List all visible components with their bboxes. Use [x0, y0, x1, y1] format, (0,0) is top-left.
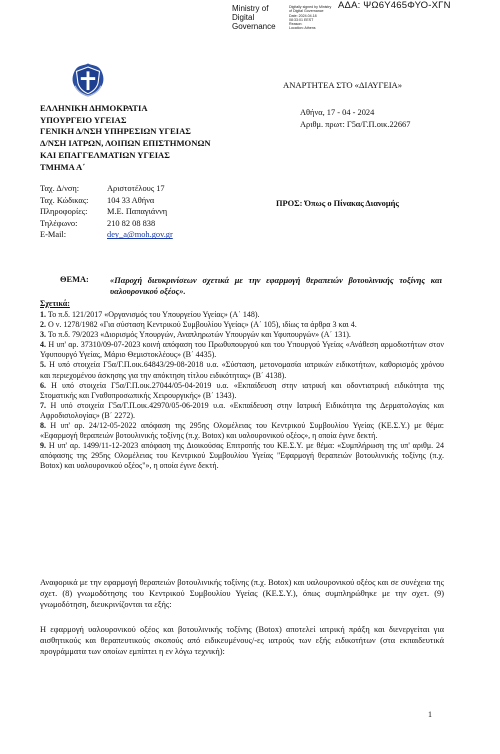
- reference-text: Η υπό στοιχεία Γ5α/Γ.Π.οικ.64843/29-08-2018 υ.α. «Σύσταση, μετονομασία ιατρικών ειδικοτήτων, καθορισμός χρόνου και περιεχομένου άσκησης για την απόκτηση τίτλου ειδικότητας» (Β΄ 4138).: [40, 360, 444, 380]
- references-heading: Σχετικά:: [40, 299, 70, 308]
- reference-number: 1.: [40, 310, 46, 319]
- paragraph-text: Αναφορικά με την εφαρμογή θεραπειών βοτουλινικής τοξίνης (π.χ. Botox) και υαλουρονικού οξέος και σε συνέχεια της σχετ. (8) γνωμοδότησης του Κεντρικού Συμβουλίου Υγείας (ΚΕ.Σ.Υ.), όπως συμπληρώθηκε με την σχετ. (9) γνωμοδότηση, διευκρινίζονται τα εξής:: [40, 578, 444, 610]
- signature-label-line: Governance: [232, 22, 276, 31]
- reference-text: Η υπό στοιχεία Γ5α/Γ.Π.οικ.27044/05-04-2019 υ.α. «Εκπαίδευση στην ιατρική και οδοντιατρική ειδικότητα της Στοματικής και Γναθοπροσωπικής Χειρουργικής» (Β΄ 1343).: [40, 380, 444, 400]
- greek-emblem-icon: [70, 62, 106, 98]
- reference-text: Η υπ' αρ. 37310/09-07-2023 κοινή απόφαση του Πρωθυπουργού και του Υπουργού Υγείας «Ανάθεση αρμοδιοτήτων στον Υφυπουργό Υγείας, Μάριο Θεμιστοκλέους» (Β΄ 4435).: [40, 340, 444, 360]
- ministry-line: Δ/ΝΣΗ ΙΑΤΡΩΝ, ΛΟΙΠΩΝ ΕΠΙΣΤΗΜΟΝΩΝ: [40, 138, 211, 149]
- subject-label: ΘΕΜΑ:: [60, 275, 89, 284]
- page-number: 1: [428, 710, 432, 719]
- contact-row: [40, 183, 173, 195]
- signature-info-line: Date: 2024.04.18: [289, 13, 317, 18]
- body-paragraph-2: [40, 624, 444, 658]
- contact-label: Ταχ. Κώδικας:: [40, 195, 89, 205]
- contact-label: Τηλέφωνο:: [40, 218, 78, 228]
- reference-text: Το π.δ. 121/2017 «Οργανισμός του Υπουργείου Υγείας» (Α΄ 148).: [47, 310, 260, 319]
- reference-number: 5.: [40, 360, 46, 370]
- recipients-line: ΠΡΟΣ: Όπως ο Πίνακας Διανομής: [276, 199, 399, 208]
- ada-code: ΑΔΑ: ΨΩ6Υ465ΦΥΟ-ΧΓΝ: [338, 0, 451, 11]
- email-link[interactable]: dey_a@moh.gov.gr: [107, 230, 173, 240]
- reference-number: 9.: [40, 441, 46, 451]
- reference-item: [40, 340, 444, 360]
- contact-value: 210 82 08 838: [107, 218, 156, 228]
- subject-text: «Παροχή διευκρινίσεων σχετικά με την εφαρμογή θεραπειών βοτουλινικής τοξίνης και υαλουρονικού οξέος».: [110, 276, 442, 297]
- reference-text: Η υπό στοιχεία Γ5α/Γ.Π.οικ.42970/05-06-2019 υ.α. «Εκπαίδευση στην Ιατρική Ειδικότητα της Δερματολογίας και Αφροδισιολογίας» (Β΄ 2272).: [40, 400, 445, 420]
- signature-label-line: Digital: [232, 13, 255, 22]
- reference-item: [40, 421, 444, 441]
- ministry-line: ΕΛΛΗΝΙΚΗ ΔΗΜΟΚΡΑΤΙΑ: [40, 103, 148, 113]
- reference-item: [40, 320, 444, 330]
- contact-value: Αριστοτέλους 17: [107, 184, 165, 193]
- reference-number: 3.: [40, 330, 46, 340]
- reference-text: Η υπ' αρ. 24/12-05-2022 απόφαση της 295ης Ολομέλειας του Κεντρικού Συμβουλίου Υγείας (ΚΕ.Σ.Υ.) με θέμα: «Εφαρμογή θεραπειών βοτουλινικής τοξίνης (π.χ. Botox) και υαλουρονικού οξέος», η οποία έγινε δεκτή.: [40, 421, 444, 441]
- reference-number: 8.: [40, 421, 46, 431]
- reference-item: [40, 330, 444, 340]
- reference-number: 2.: [40, 320, 46, 330]
- paragraph-text: Η εφαρμογή υαλουρονικού οξέος και βοτουλινικής τοξίνης (Botox) αποτελεί ιατρική πράξη και διενεργείται για αισθητικούς και θεραπευτικούς σκοπούς από ειδικευμένους/-ες ιατρούς των εξής ειδικοτήτων (στα εκπαιδευτικά προγράμματα των οποίων εμπίπτει η εν λόγω τεχνική):: [40, 625, 444, 657]
- contact-value: Μ.Ε. Παπαγιάννη: [107, 207, 168, 217]
- reference-item: [40, 401, 444, 421]
- reference-text: Η υπ' αρ. 1499/11-12-2023 απόφαση της Διοικούσας Επιτροπής του ΚΕ.Σ.Υ. με θέμα: «Συμπλήρωση της υπ' αριθμ. 24 απόφασης της 295ης Ολομέλειας του Κεντρικού Συμβουλίου Υγείας "Εφαρμογή θεραπειών βοτουλινικής τοξίνης (π.χ. Botox) και υαλουρονικού οξέος"», η οποία έγινε δεκτή.: [40, 441, 444, 471]
- reference-item: [40, 381, 444, 401]
- signature-info: [289, 5, 349, 31]
- ministry-line: ΥΠΟΥΡΓΕΙΟ ΥΓΕΙΑΣ: [40, 114, 127, 125]
- body-paragraph-1: [40, 577, 444, 611]
- ministry-line: ΓΕΝΙΚΗ Δ/ΝΣΗ ΥΠΗΡΕΣΙΩΝ ΥΓΕΙΑΣ: [40, 126, 191, 137]
- contact-value: 104 33 Αθήνα: [107, 195, 155, 205]
- ministry-line: ΚΑΙ ΕΠΑΓΓΕΛΜΑΤΙΩΝ ΥΓΕΙΑΣ: [40, 149, 170, 160]
- contact-label: Ταχ. Δ/νση:: [40, 184, 80, 193]
- protocol-number: Αριθμ. πρωτ: Γ5α/Γ.Π.οικ.22667: [300, 120, 411, 129]
- ministry-line: ΤΜΗΜΑ Α΄: [40, 161, 86, 172]
- ministry-header: [40, 103, 211, 173]
- contact-row: [40, 229, 173, 241]
- contact-label: Πληροφορίες:: [40, 207, 88, 217]
- references-list: [40, 310, 444, 472]
- diavgeia-notice: ΑΝΑΡΤΗΤΕΑ ΣΤΟ «ΔΙΑΥΓΕΙΑ»: [283, 80, 403, 90]
- contact-row: [40, 206, 173, 218]
- signature-info-line: Digitally signed by Ministry: [289, 5, 332, 9]
- contact-row: [40, 195, 173, 207]
- reference-item: [40, 310, 444, 320]
- reference-number: 6.: [40, 380, 46, 390]
- document-date: Αθήνα, 17 - 04 - 2024: [300, 108, 375, 117]
- contact-label: E-Mail:: [40, 230, 67, 240]
- signature-label-line: Ministry of: [232, 4, 269, 13]
- contact-block: [40, 183, 173, 241]
- reference-item: [40, 441, 444, 471]
- signature-info-line: 08:33:01 EEST: [289, 17, 314, 22]
- reference-number: 4.: [40, 340, 46, 350]
- signature-info-line: Location: Athens: [289, 26, 316, 31]
- signature-info-line: of Digital Governance: [289, 9, 324, 14]
- signature-info-line: Reason:: [289, 22, 303, 27]
- reference-item: [40, 360, 444, 380]
- reference-text: Το π.δ. 79/2023 «Διορισμός Υπουργών, Αναπληρωτών Υπουργών και Υφυπουργών» (Α΄ 131).: [47, 330, 351, 340]
- reference-text: Ο ν. 1278/1982 «Για σύσταση Κεντρικού Συμβουλίου Υγείας» (Α΄ 105), ιδίως τα άρθρα 3 και 4.: [48, 320, 357, 330]
- reference-number: 7.: [40, 400, 46, 410]
- contact-row: [40, 218, 173, 230]
